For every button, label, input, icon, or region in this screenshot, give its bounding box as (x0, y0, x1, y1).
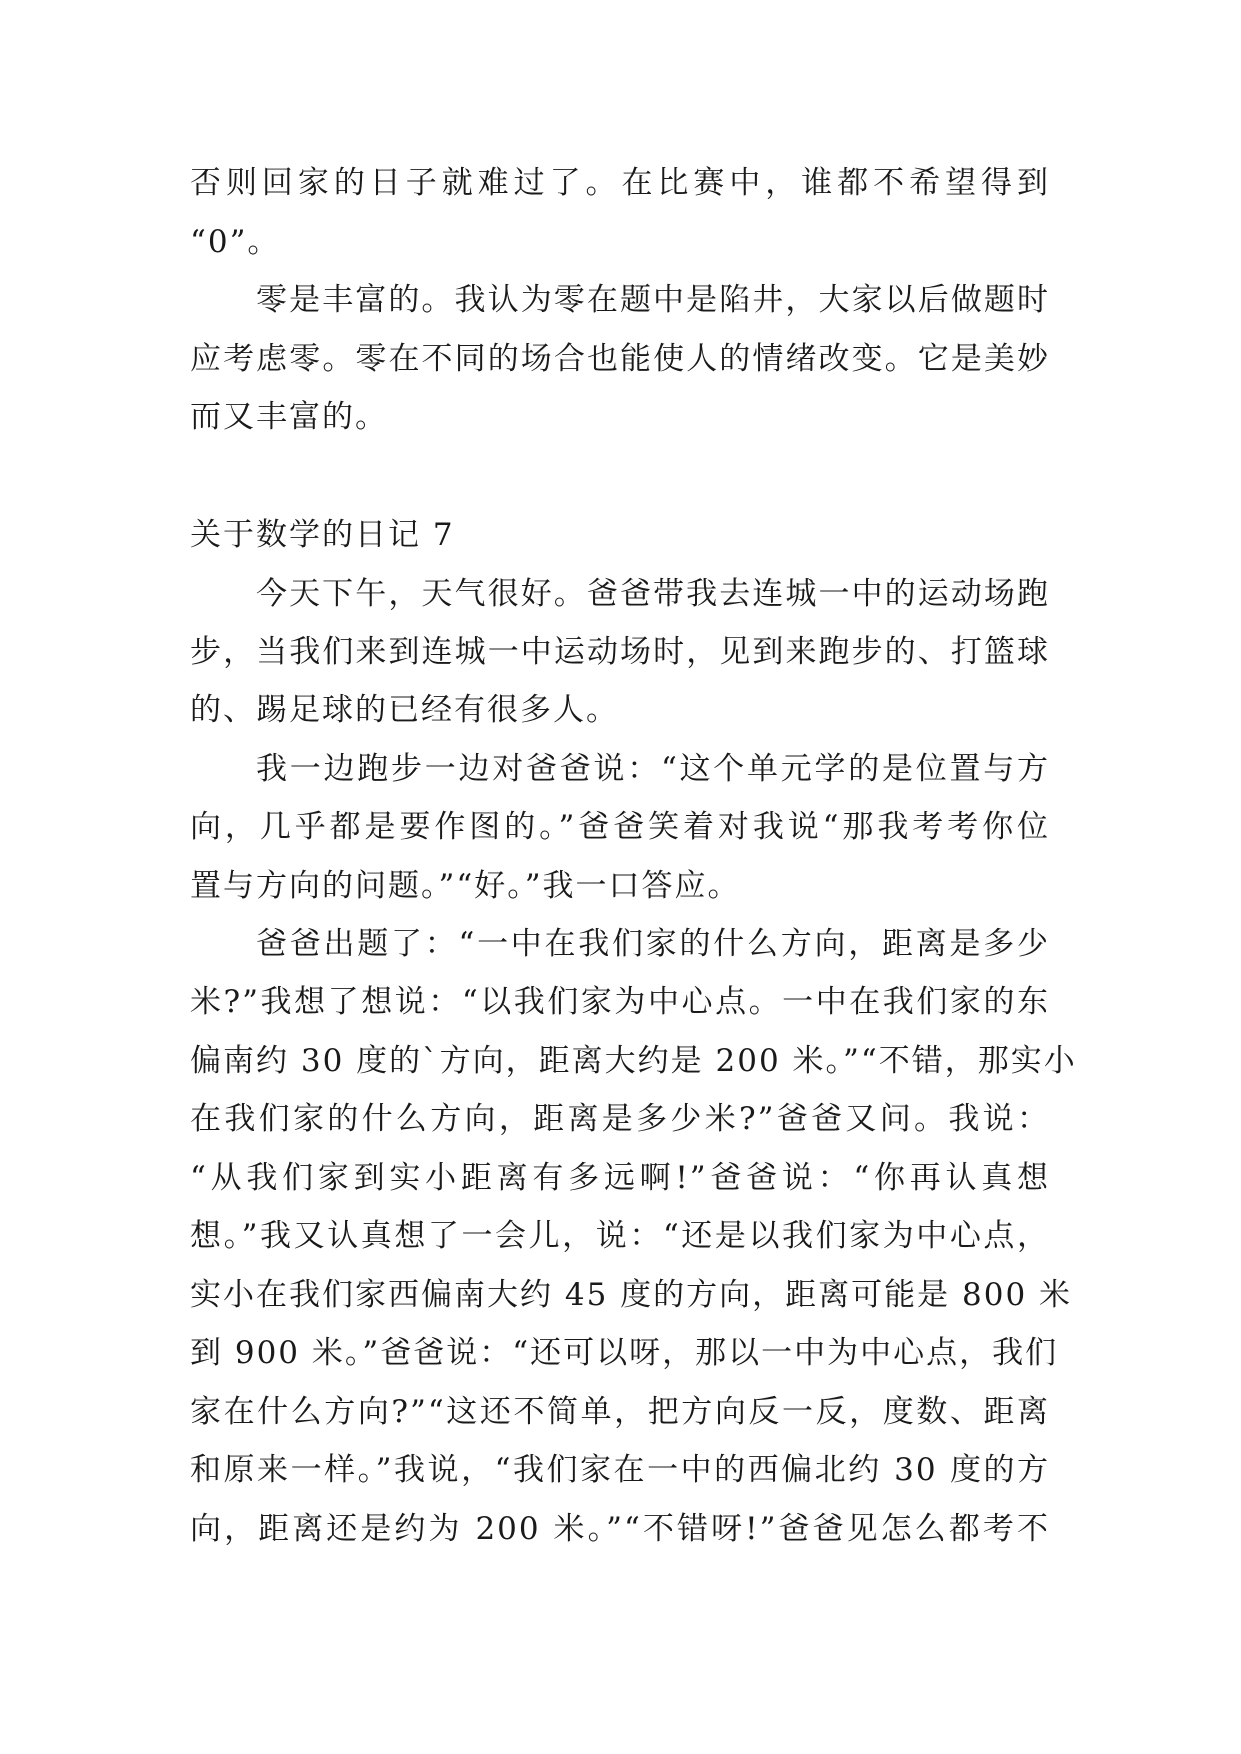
paragraph-line: 爸爸出题了：“一中在我们家的什么方向，距离是多少 (256, 926, 1050, 962)
paragraph-line: 置与方向的问题。”“好。”我一口答应。 (190, 868, 741, 904)
paragraph-line: 否则回家的日子就难过了。在比赛中，谁都不希望得到 (190, 165, 1050, 201)
paragraph-line: 家在什么方向?”“这还不简单，把方向反一反，度数、距离 (190, 1394, 1050, 1430)
paragraph-line: 我一边跑步一边对爸爸说：“这个单元学的是位置与方 (256, 751, 1050, 787)
paragraph-line: 向，几乎都是要作图的。”爸爸笑着对我说“那我考考你位 (190, 809, 1050, 845)
paragraph-line: 而又丰富的。 (190, 399, 388, 435)
paragraph-line: 和原来一样。”我说，“我们家在一中的西偏北约 30 度的方 (190, 1452, 1050, 1488)
paragraph-line: 应考虑零。零在不同的场合也能使人的情绪改变。它是美妙 (190, 341, 1050, 377)
paragraph-line: 偏南约 30 度的`方向，距离大约是 200 米。”“不错，那实小 (190, 1043, 1077, 1079)
paragraph-line: 零是丰富的。我认为零在题中是陷井，大家以后做题时 (256, 282, 1050, 318)
paragraph-line: 想。”我又认真想了一会儿，说：“还是以我们家为中心点， (190, 1218, 1050, 1254)
paragraph-line: 向，距离还是约为 200 米。”“不错呀!”爸爸见怎么都考不 (190, 1511, 1050, 1547)
paragraph-line: 的、踢足球的已经有很多人。 (190, 692, 619, 728)
section-title: 关于数学的日记 7 (190, 517, 455, 553)
paragraph-line: 今天下午，天气很好。爸爸带我去连城一中的运动场跑 (256, 576, 1050, 612)
paragraph-line: 米?”我想了想说：“以我们家为中心点。一中在我们家的东 (190, 984, 1050, 1020)
paragraph-line: “从我们家到实小距离有多远啊!”爸爸说：“你再认真想 (190, 1160, 1050, 1196)
paragraph-line: “0”。 (190, 224, 281, 260)
paragraph-line: 实小在我们家西偏南大约 45 度的方向，距离可能是 800 米 (190, 1277, 1073, 1313)
paragraph-line: 到 900 米。”爸爸说：“还可以呀，那以一中为中心点，我们 (190, 1335, 1059, 1371)
paragraph-line: 在我们家的什么方向，距离是多少米?”爸爸又问。我说： (190, 1101, 1050, 1137)
paragraph-line: 步，当我们来到连城一中运动场时，见到来跑步的、打篮球 (190, 634, 1050, 670)
